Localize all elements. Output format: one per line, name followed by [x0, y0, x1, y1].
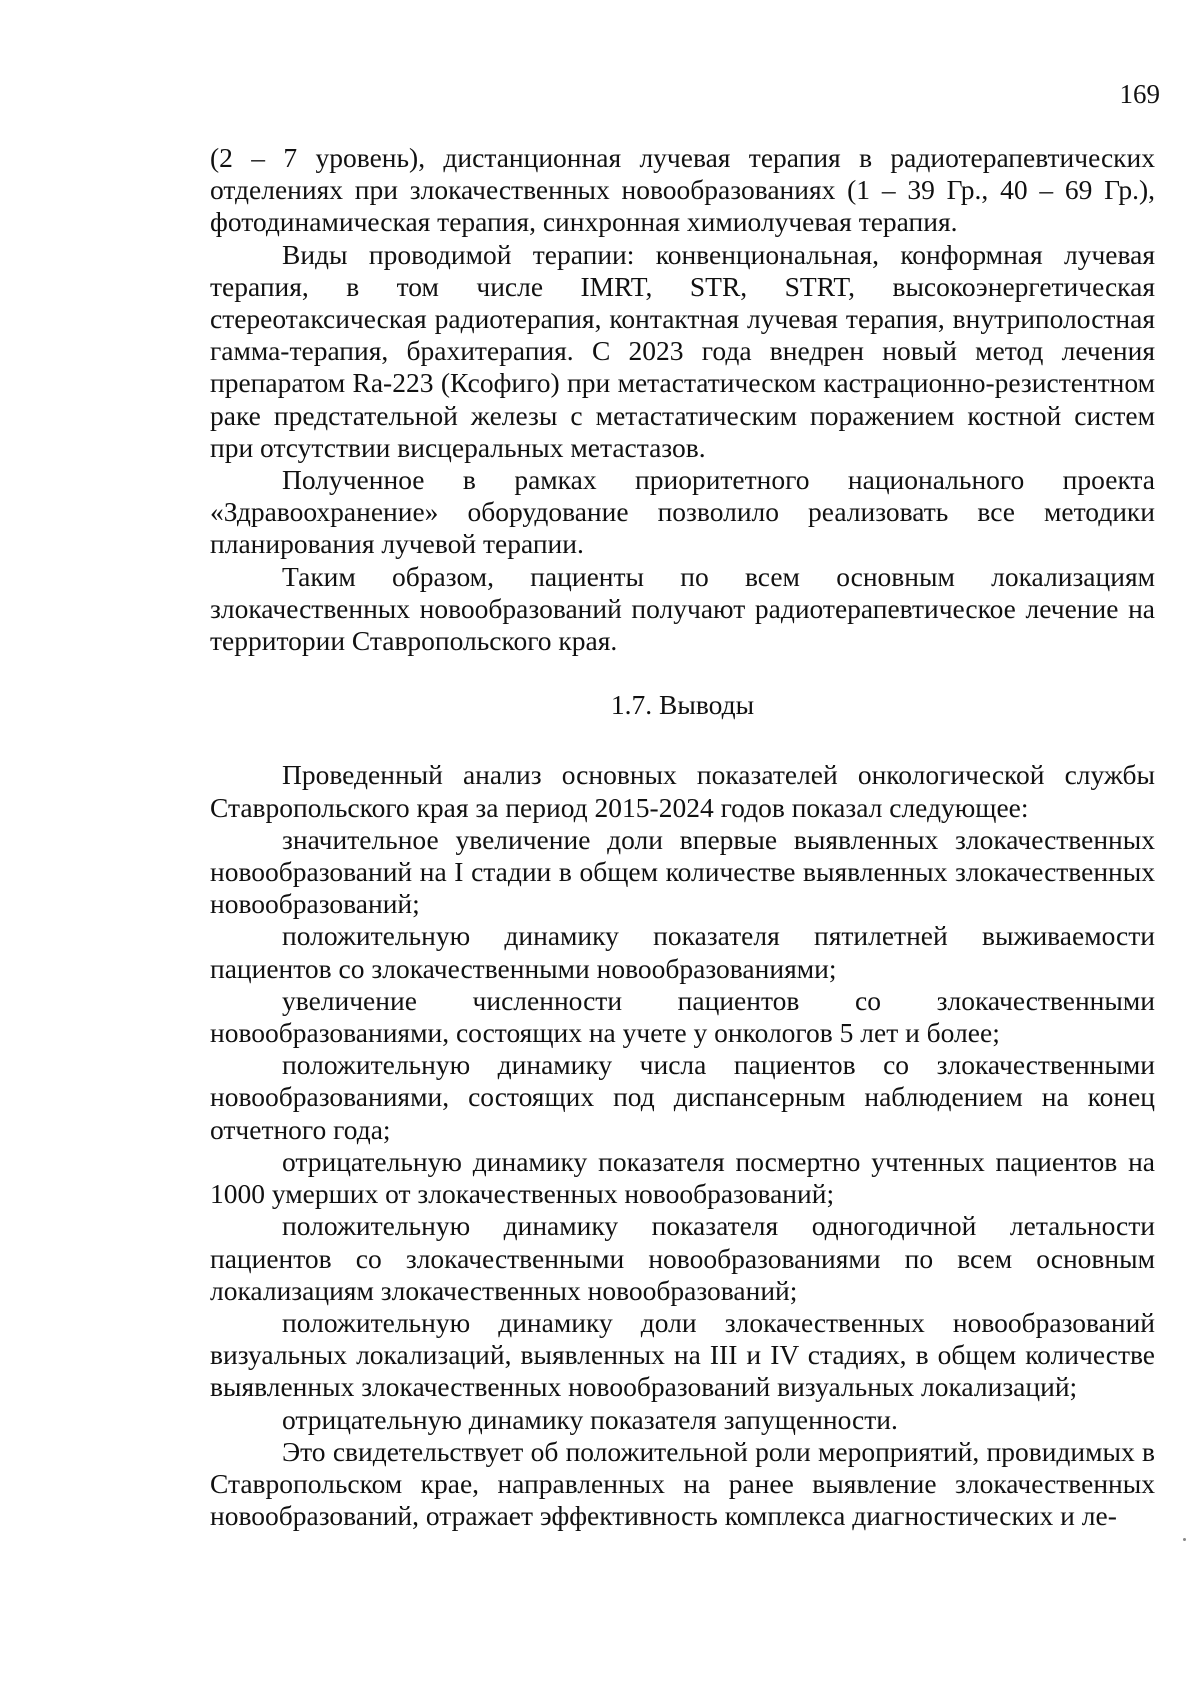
conclusion-item: отрицательную динамику показателя запущенности. — [282, 1403, 898, 1435]
conclusion-item: увеличение численности пациентов со злокачественными новообразованиями, состоящих на учете у онкологов 5 лет и более; — [210, 984, 1155, 1049]
document-body — [210, 142, 1155, 1532]
paragraph: Виды проводимой терапии: конвенциональная, конформная лучевая терапия, в том числе IMRT, STR, STRT, высокоэнергетическая стереотаксическая радиотерапия, контактная лучевая терапия, внутриполостная гамма-терапия, брахитерапия. С 2023 года внедрен новый метод лечения препаратом Ra-223 (Ксофиго) при метастатическом кастрационно-резистентном раке предстательной железы с метастатическим поражением костной систем при отсутствии висцеральных метастазов. — [210, 238, 1155, 463]
conclusion-item: положительную динамику показателя пятилетней выживаемости пациентов со злокачественными новообразованиями; — [210, 920, 1155, 984]
conclusion-item: положительную динамику доли злокачественных новообразований визуальных локализаций, выявленных на III и IV стадиях, в общем количестве выявленных злокачественных новообразований визуальных локализаций; — [210, 1306, 1155, 1403]
conclusion-item: значительное увеличение доли впервые выявленных злокачественных новообразований на I стадии в общем количестве выявленных злокачественных новообразований; — [210, 823, 1155, 920]
section-heading: 1.7. Выводы — [610, 689, 755, 721]
conclusion-item: положительную динамику числа пациентов со злокачественными новообразованиями, состоящих под диспансерным наблюдением на конец отчетного года; — [210, 1049, 1155, 1145]
paragraph: (2 – 7 уровень), дистанционная лучевая терапия в радиотерапевтических отделениях при злокачественных новообразованиях (1 – 39 Гр., 40 – 69 Гр.), фотодинамическая терапия, синхронная химиолучевая терапия. — [210, 142, 1155, 238]
conclusions-intro: Проведенный анализ основных показателей онкологической службы Ставропольского края за период 2015-2024 годов показал следующее: — [210, 759, 1155, 823]
paragraph: Полученное в рамках приоритетного национального проекта «Здравоохранение» оборудование позволило реализовать все методики планирования лучевой терапии. — [210, 464, 1155, 560]
scan-speck — [1183, 1538, 1186, 1541]
paragraph: Таким образом, пациенты по всем основным локализациям злокачественных новообразований получают радиотерапевтическое лечение на территории Ставропольского края. — [210, 560, 1155, 657]
conclusion-item: отрицательную динамику показателя посмертно учтенных пациентов на 1000 умерших от злокачественных новообразований; — [210, 1145, 1155, 1210]
conclusions-closing: Это свидетельствует об положительной роли мероприятий, провидимых в Ставропольском крае, направленных на ранее выявление злокачественных новообразований, отражает эффективность комплекса диагностических и ле- — [210, 1435, 1155, 1532]
conclusion-item: положительную динамику показателя одногодичной летальности пациентов со злокачественными новообразованиями по всем основным локализациям злокачественных новообразований; — [210, 1210, 1155, 1306]
page-number: 169 — [1119, 79, 1160, 109]
